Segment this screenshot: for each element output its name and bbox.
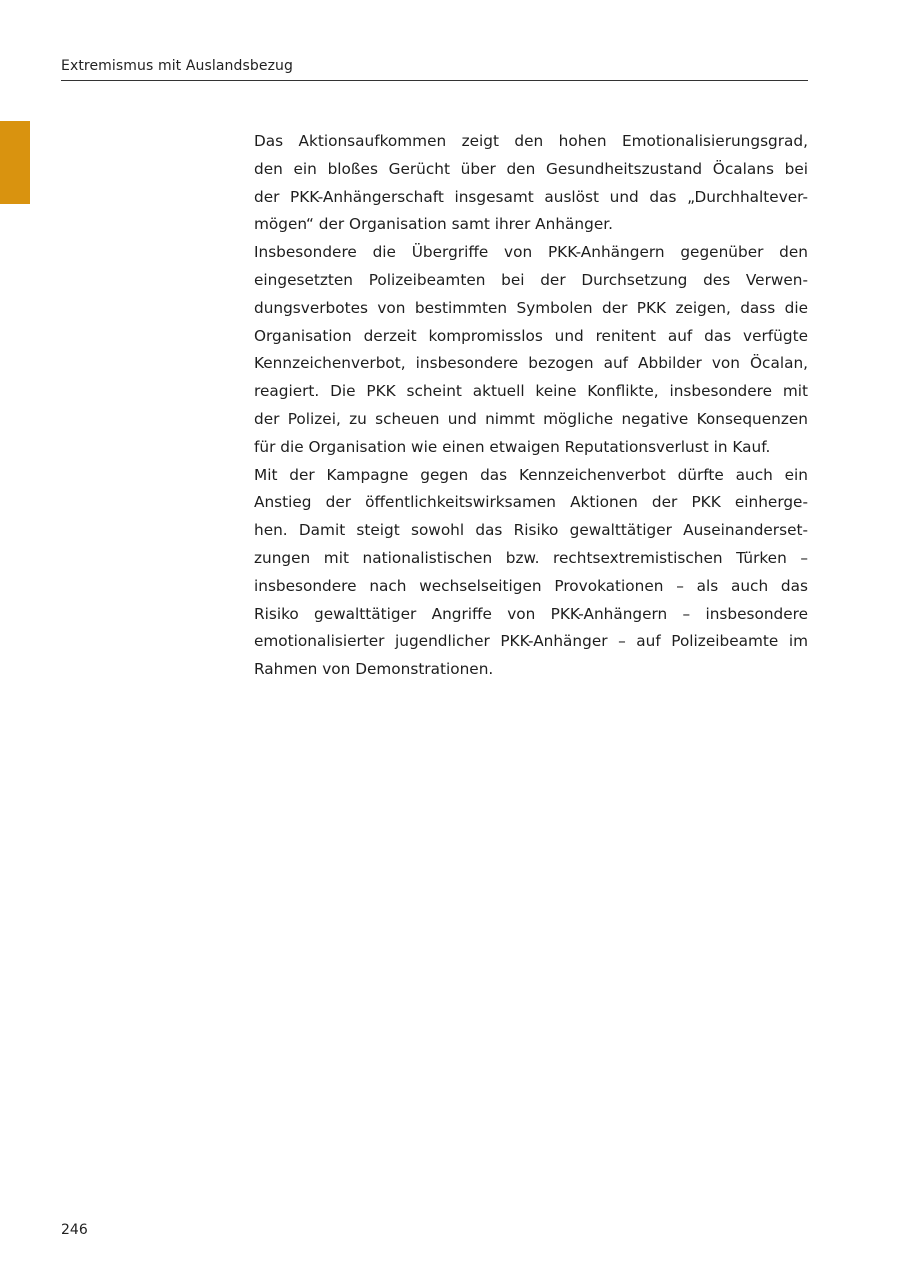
- paragraph: [254, 462, 808, 684]
- text-line: eingesetzten Polizeibeamten bei der Durchsetzung des Verwen-: [254, 270, 808, 289]
- text-line: reagiert. Die PKK scheint aktuell keine Konflikte, insbesondere mit: [254, 382, 808, 401]
- text-line: insbesondere nach wechselseitigen Provokationen – als auch das: [254, 576, 808, 595]
- text-line: Risiko gewalttätiger Angriffe von PKK-Anhängern – insbesondere: [254, 604, 808, 623]
- paragraph: [254, 239, 808, 461]
- text-line: Rahmen von Demonstrationen.: [254, 660, 494, 679]
- text-line: Organisation derzeit kompromisslos und renitent auf das verfügte: [254, 326, 808, 345]
- text-line: hen. Damit steigt sowohl das Risiko gewalttätiger Auseinanderset-: [254, 521, 808, 540]
- text-line: mögen“ der Organisation samt ihrer Anhänger.: [254, 215, 613, 234]
- paragraph: [254, 128, 808, 239]
- running-header-title: Extremismus mit Auslandsbezug: [61, 58, 293, 74]
- text-line: Das Aktionsaufkommen zeigt den hohen Emotionalisierungsgrad,: [254, 132, 808, 150]
- text-line: Mit der Kampagne gegen das Kennzeichenverbot dürfte auch ein: [254, 465, 808, 484]
- text-line: dungsverbotes von bestimmten Symbolen der PKK zeigen, dass die: [254, 298, 808, 317]
- text-line: Insbesondere die Übergriffe von PKK-Anhängern gegenüber den: [254, 243, 808, 262]
- page-number: 246: [61, 1222, 88, 1238]
- text-line: den ein bloßes Gerücht über den Gesundheitszustand Öcalans bei: [254, 159, 808, 178]
- text-line: der PKK-Anhängerschaft insgesamt auslöst und das „Durchhaltever-: [254, 187, 808, 206]
- text-line: Kennzeichenverbot, insbesondere bezogen auf Abbilder von Öcalan,: [254, 354, 808, 373]
- text-line: für die Organisation wie einen etwaigen Reputationsverlust in Kauf.: [254, 437, 771, 456]
- header-rule: [61, 80, 808, 81]
- text-line: zungen mit nationalistischen bzw. rechtsextremistischen Türken –: [254, 548, 808, 567]
- body-text: [254, 128, 808, 684]
- text-line: Anstieg der öffentlichkeitswirksamen Aktionen der PKK einherge-: [254, 493, 808, 512]
- text-line: emotionalisierter jugendlicher PKK-Anhänger – auf Polizeibeamte im: [254, 632, 808, 651]
- text-line: der Polizei, zu scheuen und nimmt mögliche negative Konsequenzen: [254, 409, 808, 428]
- chapter-side-tab: [0, 121, 30, 204]
